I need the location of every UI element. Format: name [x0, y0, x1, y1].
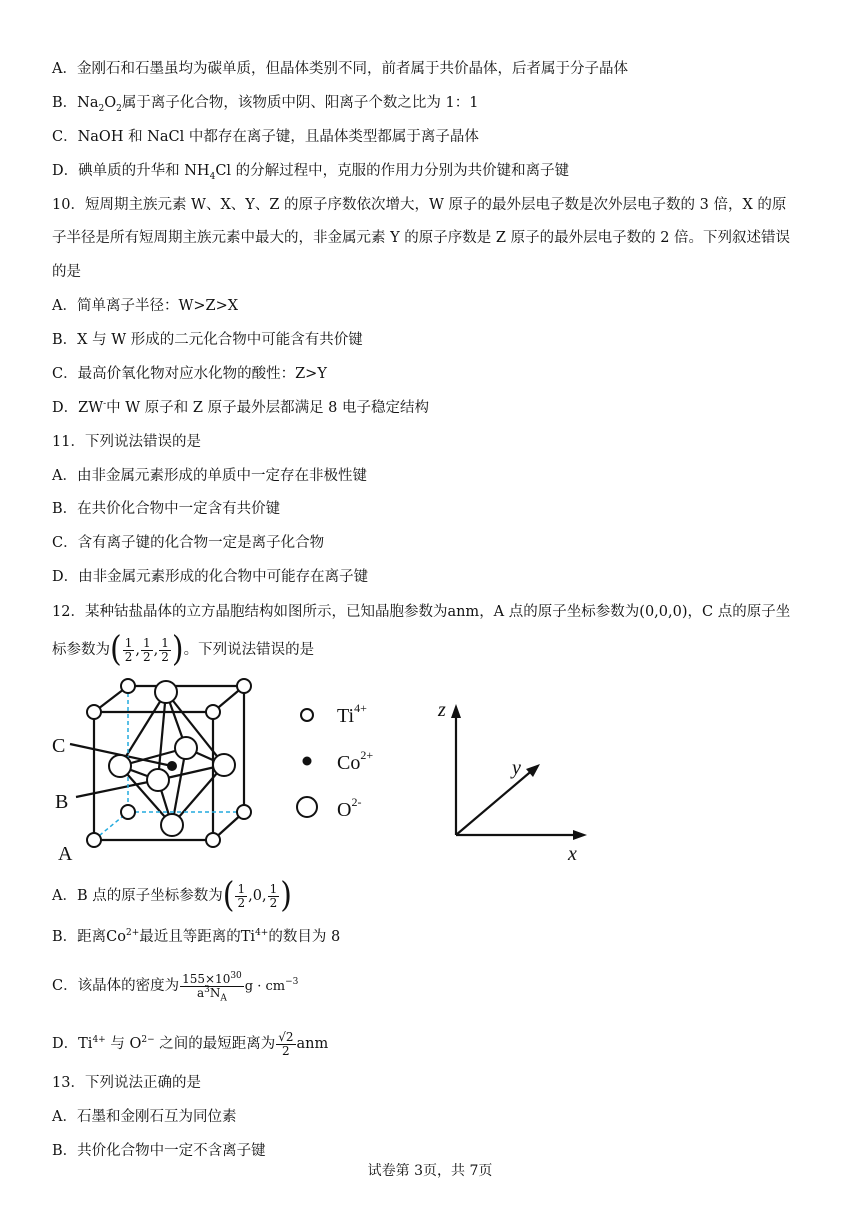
q10-option-c: C．最高价氧化物对应水化物的酸性：Z>Y: [52, 366, 327, 382]
q13-stem: 13．下列说法正确的是: [52, 1075, 201, 1091]
q10-stem-line1: 10．短周期主族元素 W、X、Y、Z 的原子序数依次增大，W 原子的最外层电子数是次外层电子数的 3 倍，X 的原: [52, 197, 787, 213]
q10-stem-line3: 的是: [52, 264, 81, 280]
q9-option-c: C．NaOH 和 NaCl 中都存在离子键，且晶体类型都属于离子晶体: [52, 129, 479, 145]
q12-option-d: D．$Ti^{4+}$ 与 $O^{2-}$ 之间的最短距离为 $\frac{√2}{2}$ anm: [52, 1029, 329, 1058]
q9-option-b: B．$Na_2O_2$属于离子化合物，该物质中阴、阳离子个数之比为 1：1: [52, 95, 479, 114]
q11-option-d: D．由非金属元素形成的化合物中可能存在离子键: [52, 569, 369, 585]
axis-y-label: y: [512, 757, 521, 779]
q13-option-a: A．石墨和金刚石互为同位素: [52, 1109, 237, 1125]
q10-option-d: D．ZW-中 W 原子和 Z 原子最外层都满足 8 电子稳定结构: [52, 399, 430, 416]
q11-option-a: A．由非金属元素形成的单质中一定存在非极性键: [52, 468, 367, 484]
q9-option-a: A．金刚石和石墨虽均为碳单质，但晶体类别不同，前者属于共价晶体，后者属于分子晶体: [52, 61, 628, 77]
label-b: B: [55, 791, 69, 813]
q12-option-b: B．距离$Co^{2+}$最近且等距离的$Ti^{4+}$的数目为 8: [52, 928, 341, 945]
q11-option-c: C．含有离子键的化合物一定是离子化合物: [52, 535, 325, 551]
q10-option-a: A．简单离子半径：W>Z>X: [52, 298, 239, 314]
q12-option-a: A．B 点的原子坐标参数为( $\frac{1}{2}$ ,0, $\frac{1}{2}$ ): [52, 875, 292, 916]
q12-option-c: C．该晶体的密度为 $\frac{155\times 10^{30}}{a^3N_A}$ $g \cdot cm^{-3}$: [52, 970, 299, 1003]
q10-option-b: B．X 与 W 形成的二元化合物中可能含有共价键: [52, 332, 363, 348]
legend-o: $O^{2-}$: [337, 795, 362, 821]
page-footer: 试卷第 3页，共 7页: [367, 1163, 493, 1179]
axis-z-label: z: [438, 699, 446, 721]
label-c: C: [52, 735, 66, 757]
q11-stem: 11．下列说法错误的是: [52, 434, 201, 450]
q10-stem-line2: 子半径是所有短周期主族元素中最大的，非金属元素 Y 的原子序数是 Z 原子的最外层电子数的 2 倍。下列叙述错误: [52, 230, 791, 246]
q9-option-d: D．碘单质的升华和 $NH_4Cl$ 的分解过程中，克服的作用力分别为共价键和离子键: [52, 163, 570, 182]
label-a: A: [58, 843, 73, 865]
q12-stem-line1: 12．某种钴盐晶体的立方晶胞结构如图所示，已知晶胞参数为anm，A 点的原子坐标参数为(0,0,0)，C 点的原子坐: [52, 604, 791, 620]
q13-option-b: B．共价化合物中一定不含离子键: [52, 1143, 266, 1159]
legend-ti: $Ti^{4+}$: [337, 701, 367, 727]
axis-x-label: x: [568, 843, 577, 865]
q11-option-b: B．在共价化合物中一定含有共价键: [52, 501, 281, 517]
legend-co: $Co^{2+}$: [337, 748, 374, 774]
q12-stem-line2: 标参数为( $\frac{1}{2}$ , $\frac{1}{2}$ , $\frac{1}{2}$ )。下列说法错误的是: [52, 629, 315, 670]
crystal-cell-figure: [0, 670, 860, 870]
